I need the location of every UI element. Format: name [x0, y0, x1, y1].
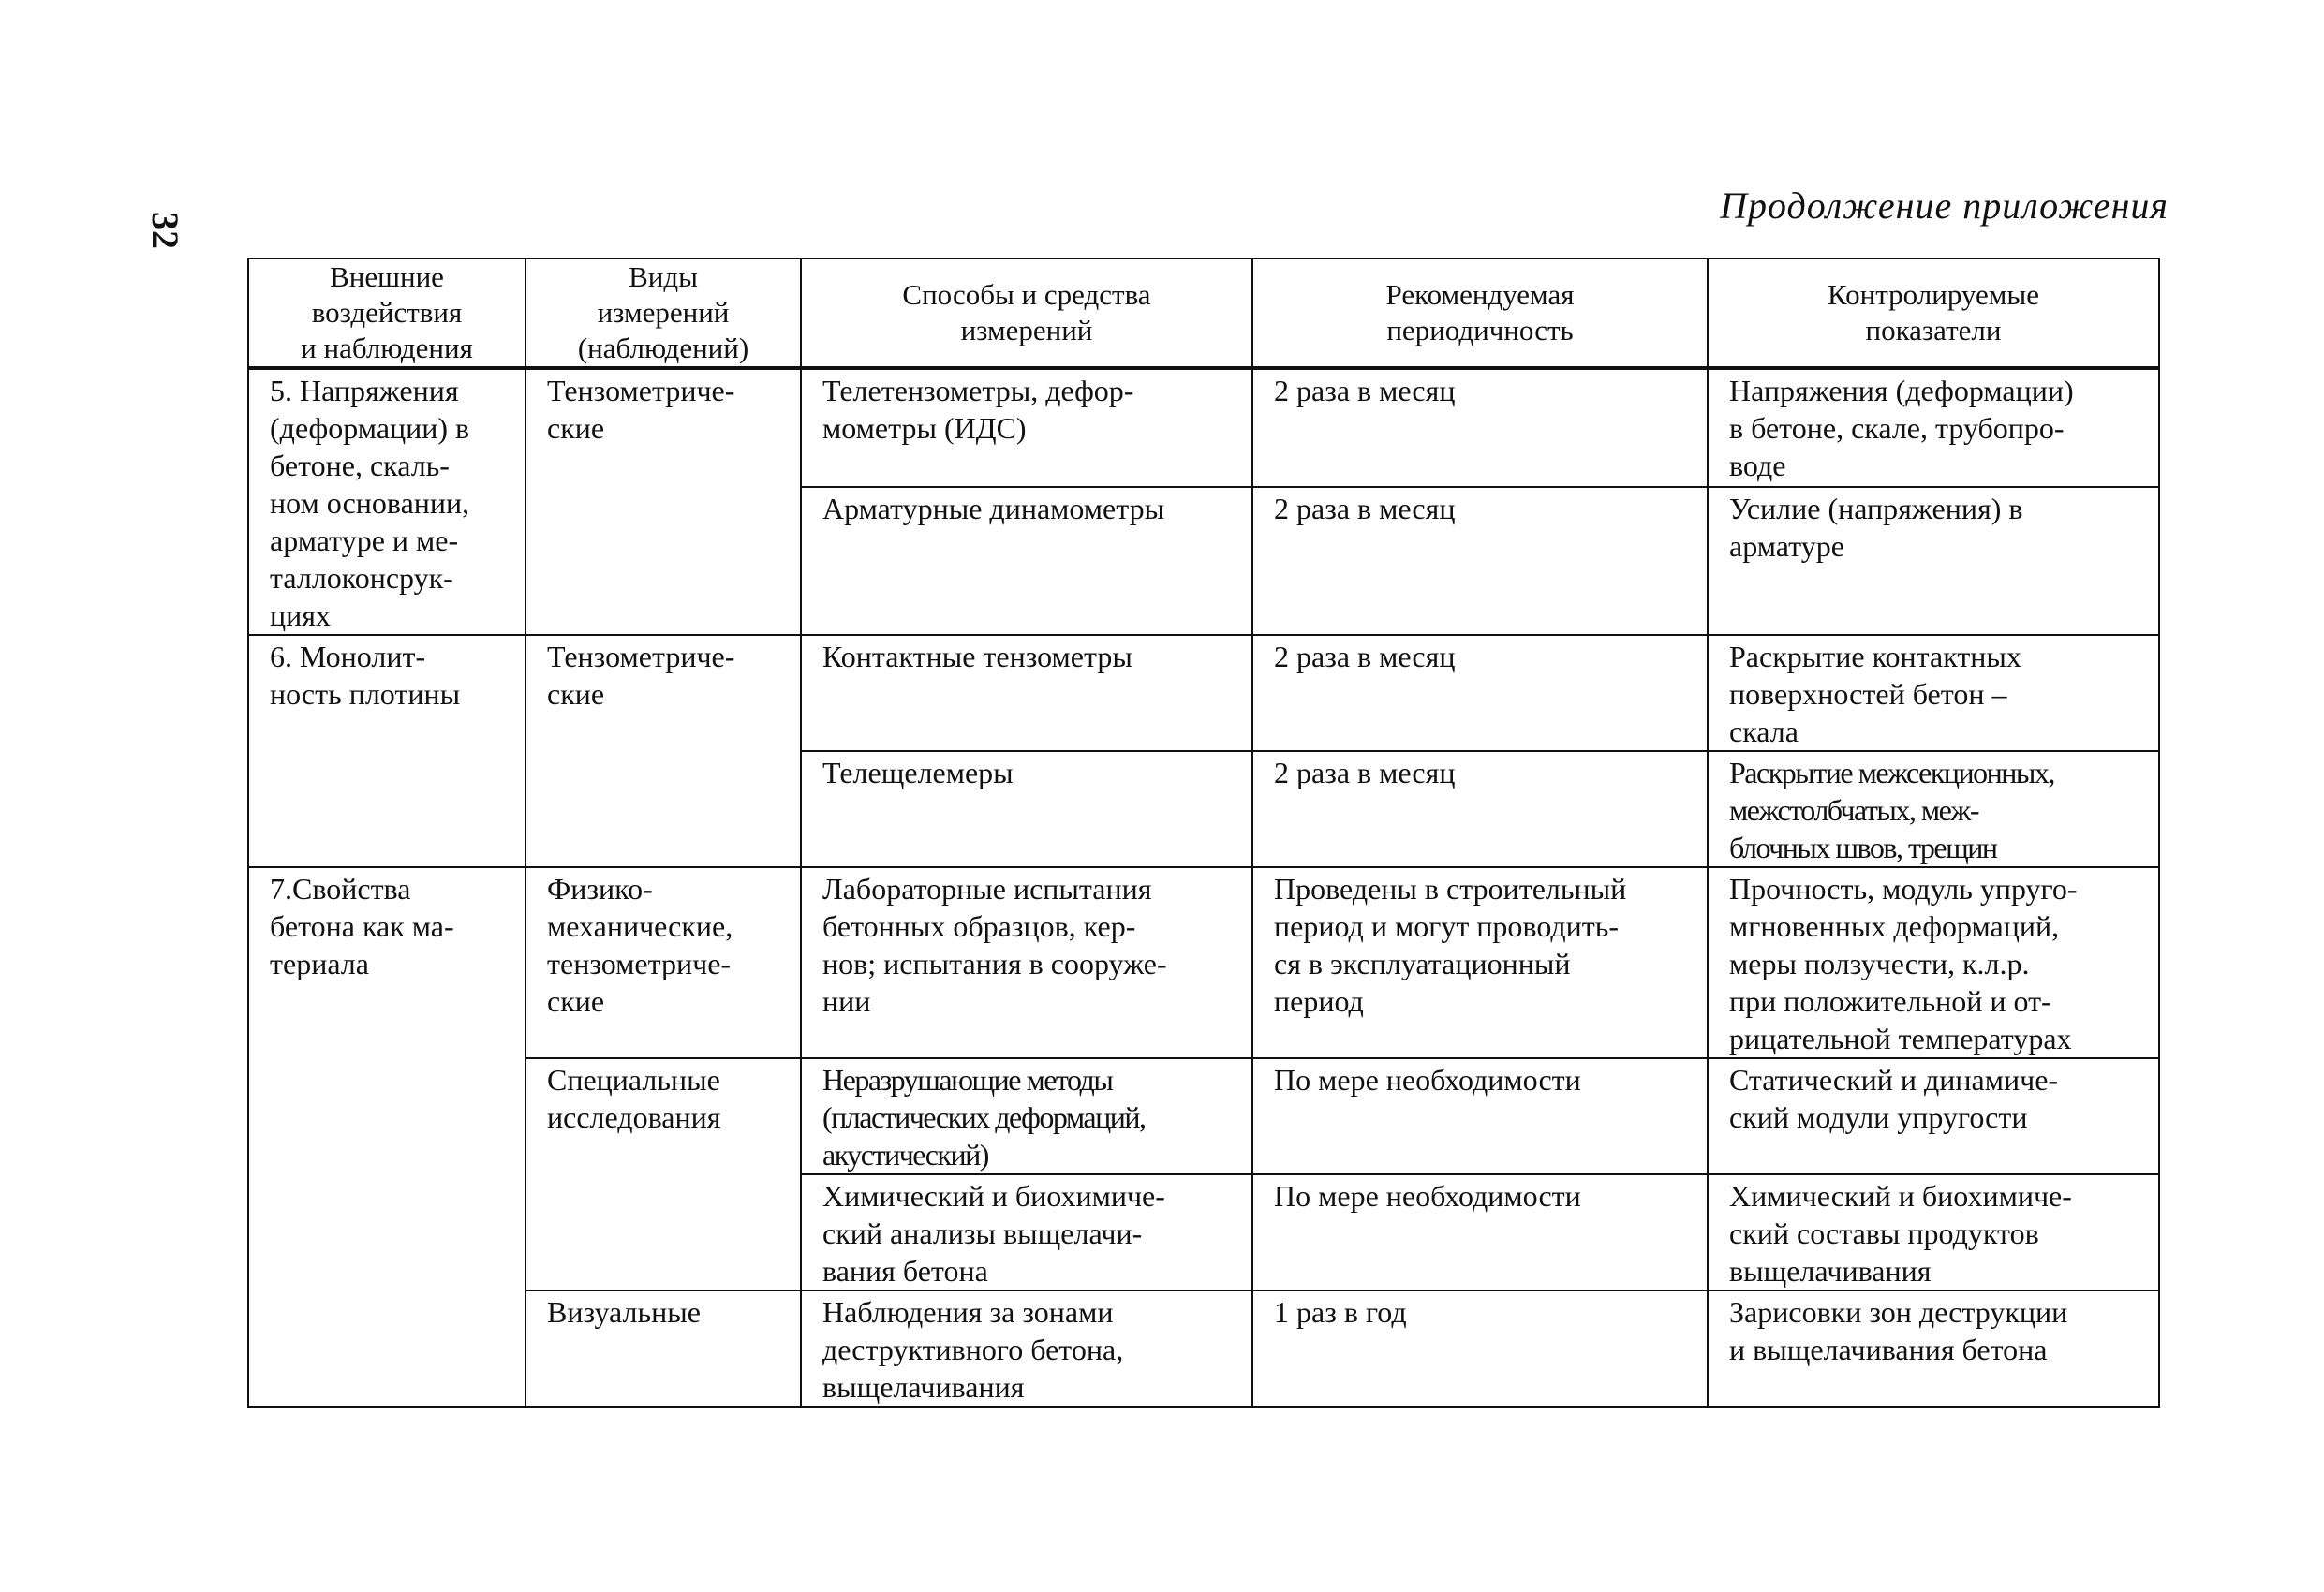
- impact-cell: 7.Свойства бетона как ма- териала: [248, 867, 525, 1407]
- method-cell: Контактные тензометры: [801, 635, 1252, 751]
- measurement-type-cell: Тензометриче- ские: [525, 635, 801, 867]
- table-row: [248, 635, 2159, 751]
- monitoring-table: [247, 258, 2160, 1408]
- impact-cell: 5. Напряжения (деформации) в бетоне, скаль- ном основании, арматуре и ме- таллоконсрук- циях: [248, 368, 525, 635]
- indicator-cell: Раскрытие межсекционных, межстолбчатых, меж- блочных швов, трещин: [1708, 751, 2159, 867]
- table-row: [248, 1058, 2159, 1174]
- periodicity-cell: 1 раз в год: [1252, 1290, 1708, 1407]
- indicator-cell: Химический и биохимиче- ский составы продуктов выщелачивания: [1708, 1174, 2159, 1290]
- header-methods: Способы и средства измерений: [801, 258, 1252, 368]
- table-header-row: [248, 258, 2159, 368]
- periodicity-cell: По мере необходимости: [1252, 1058, 1708, 1174]
- method-cell: Телетензометры, дефор- мометры (ИДС): [801, 368, 1252, 487]
- periodicity-cell: 2 раза в месяц: [1252, 368, 1708, 487]
- indicator-cell: Раскрытие контактных поверхностей бетон – скала: [1708, 635, 2159, 751]
- method-cell: Телещелемеры: [801, 751, 1252, 867]
- periodicity-cell: 2 раза в месяц: [1252, 751, 1708, 867]
- indicator-cell: Статический и динамиче- ский модули упругости: [1708, 1058, 2159, 1174]
- method-cell: Лабораторные испытания бетонных образцов, кер- нов; испытания в сооруже- нии: [801, 867, 1252, 1058]
- measurement-type-cell: Тензометриче- ские: [525, 368, 801, 635]
- table-row: [248, 1290, 2159, 1407]
- measurement-type-cell: Визуальные: [525, 1290, 801, 1407]
- periodicity-cell: Проведены в строительный период и могут проводить- ся в эксплуатационный период: [1252, 867, 1708, 1058]
- periodicity-cell: 2 раза в месяц: [1252, 487, 1708, 635]
- method-cell: Арматурные динамометры: [801, 487, 1252, 635]
- table-row: [248, 368, 2159, 487]
- indicator-cell: Усилие (напряжения) в арматуре: [1708, 487, 2159, 635]
- measurement-type-cell: Физико- механические, тензометриче- ские: [525, 867, 801, 1058]
- continuation-header: Продолжение приложения: [1720, 184, 2169, 227]
- periodicity-cell: По мере необходимости: [1252, 1174, 1708, 1290]
- header-impacts: Внешние воздействия и наблюдения: [248, 258, 525, 368]
- periodicity-cell: 2 раза в месяц: [1252, 635, 1708, 751]
- measurement-type-cell: Специальные исследования: [525, 1058, 801, 1290]
- indicator-cell: Прочность, модуль упруго- мгновенных деформаций, меры ползучести, к.л.р. при положительной и от- рицательной температурах: [1708, 867, 2159, 1058]
- page-number: 32: [144, 212, 186, 249]
- header-periodicity: Рекомендуемая периодичность: [1252, 258, 1708, 368]
- impact-cell: 6. Монолит- ность плотины: [248, 635, 525, 867]
- method-cell: Химический и биохимиче- ский анализы выщелачи- вания бетона: [801, 1174, 1252, 1290]
- header-measurement-types: Виды измерений (наблюдений): [525, 258, 801, 368]
- table-row: [248, 867, 2159, 1058]
- method-cell: Неразрушающие методы (пластических деформаций, акустический): [801, 1058, 1252, 1174]
- method-cell: Наблюдения за зонами деструктивного бетона, выщелачивания: [801, 1290, 1252, 1407]
- header-indicators: Контролируемые показатели: [1708, 258, 2159, 368]
- indicator-cell: Напряжения (деформации) в бетоне, скале, трубопро- воде: [1708, 368, 2159, 487]
- indicator-cell: Зарисовки зон деструкции и выщелачивания бетона: [1708, 1290, 2159, 1407]
